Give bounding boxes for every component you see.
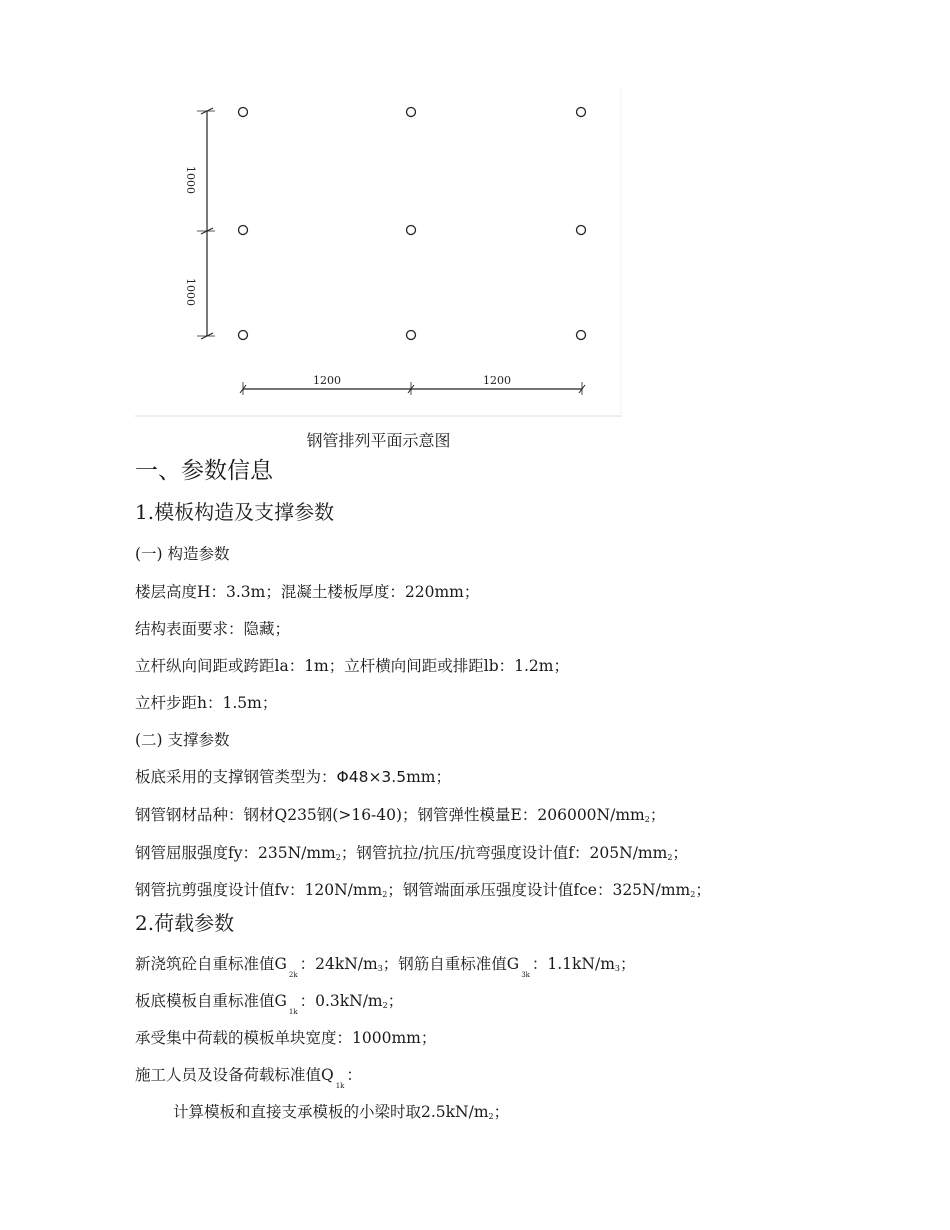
dim-label-x-1: 1200 xyxy=(313,374,341,387)
pipe-circle xyxy=(407,108,416,117)
section-title: 一、参数信息 xyxy=(135,458,273,484)
calc-load-line xyxy=(173,1100,509,1122)
dim-label-x-2: 1200 xyxy=(483,374,511,387)
concrete-text-3: ；钢筋自重标准值G xyxy=(382,955,520,973)
subscript: 1k xyxy=(288,1008,298,1016)
pipe-circle xyxy=(407,331,416,340)
shear-text-1: 钢管抗剪强度设计值fv：120N/mm xyxy=(135,881,383,899)
exponent: 2 xyxy=(335,853,341,862)
yield-text-2: ；钢管抗拉/抗压/抗弯强度设计值f：205N/mm xyxy=(340,844,668,862)
pipe-circle xyxy=(577,331,586,340)
concrete-text-2: ：24kN/m xyxy=(299,955,378,973)
pole-spacing-line: 立杆纵向间距或跨距la：1m；立杆横向间距或排距lb：1.2m； xyxy=(135,657,569,675)
pipe-circle xyxy=(407,226,416,235)
shear-text-3: ； xyxy=(695,881,711,899)
steel-grade-end: ； xyxy=(649,806,666,824)
exponent: 2 xyxy=(667,853,673,862)
yield-text-1: 钢管屈服强度fy：235N/mm xyxy=(135,844,336,862)
formwork-weight-line xyxy=(135,989,404,1016)
panel-width-line: 承受集中荷载的模板单块宽度：1000mm； xyxy=(135,1029,437,1047)
concrete-text-5: ； xyxy=(620,955,636,973)
worker-load-line xyxy=(135,1063,362,1090)
support-params-heading: (二) 支撑参数 xyxy=(135,731,230,749)
shear-strength-line xyxy=(135,878,711,900)
pipe-circle xyxy=(577,226,586,235)
dim-label-y-1: 1000 xyxy=(184,166,197,194)
subscript: 3k xyxy=(521,971,530,979)
pipe-circle xyxy=(239,226,248,235)
calc-text-2: ； xyxy=(493,1103,510,1121)
diagram-caption: 钢管排列平面示意图 xyxy=(306,431,451,450)
worker-text-1: 施工人员及设备荷载标准值Q xyxy=(135,1066,334,1084)
formwork-text-3: ； xyxy=(387,992,404,1010)
exponent: 2 xyxy=(644,815,650,824)
concrete-weight-line xyxy=(135,952,636,979)
calc-text-1: 计算模板和直接支承模板的小梁时取2.5kN/m xyxy=(173,1103,489,1121)
concrete-text-1: 新浇筑砼自重标准值G xyxy=(135,955,287,973)
subsection-title-formwork: 1.模板构造及支撑参数 xyxy=(135,500,335,524)
construct-params-heading: (一) 构造参数 xyxy=(135,545,230,563)
yield-text-3: ； xyxy=(672,844,688,862)
formwork-text-1: 板底模板自重标准值G xyxy=(135,992,287,1010)
pipe-circle xyxy=(577,108,586,117)
pole-step-line: 立杆步距h：1.5m； xyxy=(135,694,278,712)
subsection-title-load: 2.荷载参数 xyxy=(135,911,235,935)
surface-requirement-line: 结构表面要求：隐藏； xyxy=(135,620,291,638)
concrete-text-4: ：1.1kN/m xyxy=(531,955,615,973)
formwork-text-2: ：0.3kN/m xyxy=(299,992,383,1010)
exponent: 2 xyxy=(382,1001,388,1010)
pipe-circle xyxy=(239,108,248,117)
exponent: 2 xyxy=(382,890,388,899)
subscript: 2k xyxy=(288,971,298,979)
pipe-type-unit: mm； xyxy=(406,768,451,786)
pipe-circle xyxy=(239,331,248,340)
dim-label-y-2: 1000 xyxy=(184,278,197,306)
floor-height-line: 楼层高度H：3.3m；混凝土楼板厚度：220mm； xyxy=(135,583,480,601)
exponent: 2 xyxy=(488,1112,494,1121)
steel-pipe-layout-diagram xyxy=(135,88,622,418)
pipe-type-line xyxy=(135,765,451,787)
subscript: 1k xyxy=(335,1082,345,1090)
steel-grade-line xyxy=(135,803,665,825)
pipe-type-value: Φ48×3.5 xyxy=(336,768,407,786)
exponent: 2 xyxy=(690,890,696,899)
exponent: 3 xyxy=(377,964,383,973)
shear-text-2: ；钢管端面承压强度设计值fce：325N/mm xyxy=(387,881,691,899)
exponent: 3 xyxy=(614,964,621,973)
pipe-type-text: 板底采用的支撑钢管类型为： xyxy=(135,768,337,786)
yield-strength-line xyxy=(135,841,688,863)
steel-grade-text: 钢管钢材品种：钢材Q235钢(>16-40)；钢管弹性模量E：206000N/mm xyxy=(135,806,645,824)
worker-text-2: ： xyxy=(346,1066,362,1084)
